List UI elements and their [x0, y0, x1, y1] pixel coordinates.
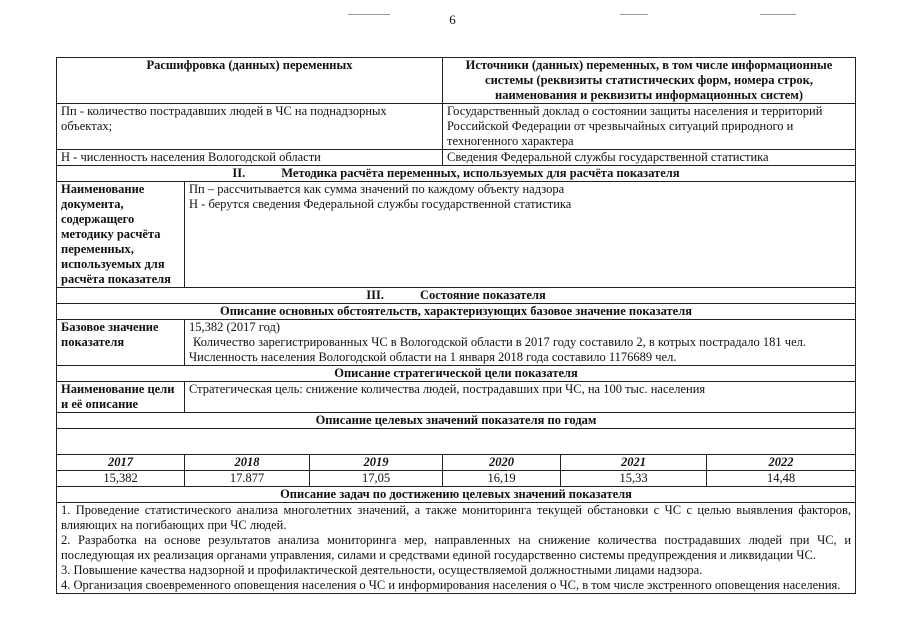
variable-row [57, 150, 856, 166]
head-variables-cell: Расшифровка (данных) переменных [57, 58, 443, 104]
year-cell: 2021 [561, 455, 707, 471]
head-sources-cell: Источники (данных) переменных, в том числе информационные системы (реквизиты статистических форм, номера строк, наименования и реквизиты информационных систем) [443, 58, 856, 104]
base-value: 15,382 (2017 год) [189, 320, 281, 334]
goal-row [57, 382, 856, 413]
task-item: 3. Повышение качества надзорной и профилактической деятельности, осуществляемой должностными лицами надзора. [61, 563, 703, 577]
scan-artifact [620, 14, 648, 15]
page-number: 6 [449, 12, 456, 27]
variable-desc: Н - численность населения Вологодской области [57, 150, 443, 166]
targets-heading: Описание целевых значений показателя по годам [57, 413, 856, 429]
tasks-row [57, 503, 856, 594]
goal-text: Стратегическая цель: снижение количества людей, пострадавших при ЧС, на 100 тыс. населения [185, 382, 856, 413]
section-2-heading [57, 166, 856, 182]
method-content [185, 182, 856, 288]
subheader-row [57, 487, 856, 503]
base-content [185, 320, 856, 366]
base-row [57, 320, 856, 366]
base-line: Количество зарегистрированных ЧС в Вологодской области в 2017 году составило 2, в котрых пострадало 181 чел. [193, 335, 806, 349]
method-line: Н - берутся сведения Федеральной службы государственной статистика [189, 197, 572, 211]
years-row [57, 455, 856, 471]
scan-artifact [348, 14, 390, 15]
task-item: 4. Организация своевременного оповещения населения о ЧС и информирования населения о ЧС, в том числе экстренного оповещения населения. [61, 578, 841, 592]
empty-cell [57, 429, 856, 455]
head-row [57, 58, 856, 104]
variable-source: Сведения Федеральной службы государственной статистика [443, 150, 856, 166]
value-cell: 16,19 [443, 471, 561, 487]
year-cell: 2017 [57, 455, 185, 471]
variable-row [57, 104, 856, 150]
year-cell: 2019 [310, 455, 443, 471]
base-heading: Описание основных обстоятельств, характеризующих базовое значение показателя [57, 304, 856, 320]
spacer-row [57, 429, 856, 455]
tasks-content [57, 503, 856, 594]
section-3-heading [57, 288, 856, 304]
indicator-passport-table [56, 57, 856, 594]
base-label: Базовое значение показателя [57, 320, 185, 366]
value-cell: 15,382 [57, 471, 185, 487]
section-title: Состояние показателя [419, 288, 546, 302]
method-row [57, 182, 856, 288]
task-item: 1. Проведение статистического анализа многолетних значений, а также мониторинга текущей обстановки с ЧС с целью выявления факторов, влияющих на погибающих при ЧС людей. [61, 503, 852, 532]
scan-artifact [760, 14, 796, 15]
method-label: Наименование документа, содержащего методику расчёта переменных, используемых для расчёта показателя [57, 182, 185, 288]
goal-heading: Описание стратегической цели показателя [57, 366, 856, 382]
year-cell: 2020 [443, 455, 561, 471]
method-line: Пп – рассчитывается как сумма значений по каждому объекту надзора [189, 182, 565, 196]
variable-desc: Пп - количество пострадавших людей в ЧС на поднадзорных объектах; [57, 104, 443, 150]
value-cell: 15,33 [561, 471, 707, 487]
subheader-row [57, 366, 856, 382]
value-cell: 17,05 [310, 471, 443, 487]
section-number: III. [366, 288, 384, 302]
year-cell: 2018 [185, 455, 310, 471]
values-row [57, 471, 856, 487]
year-cell: 2022 [707, 455, 856, 471]
section-header-row [57, 166, 856, 182]
value-cell: 17.877 [185, 471, 310, 487]
variable-source: Государственный доклад о состоянии защиты населения и территорий Российской Федерации от чрезвычайных ситуаций природного и техногенного характера [443, 104, 856, 150]
subheader-row [57, 304, 856, 320]
base-line: Численность населения Вологодской области на 1 января 2018 года составило 1176689 чел. [189, 350, 677, 364]
section-number: II. [232, 166, 246, 180]
section-title: Методика расчёта переменных, используемых для расчёта показателя [281, 166, 680, 180]
tasks-heading: Описание задач по достижению целевых значений показателя [57, 487, 856, 503]
goal-label: Наименование цели и её описание [57, 382, 185, 413]
subheader-row [57, 413, 856, 429]
task-item: 2. Разработка на основе результатов анализа мониторинга мер, направленных на снижение количества пострадавших людей при ЧС, и последующая их реализация органами управления, силами и средствами единой государственно системы предупреждения и ликвидации ЧС. [61, 533, 852, 562]
section-header-row [57, 288, 856, 304]
value-cell: 14,48 [707, 471, 856, 487]
